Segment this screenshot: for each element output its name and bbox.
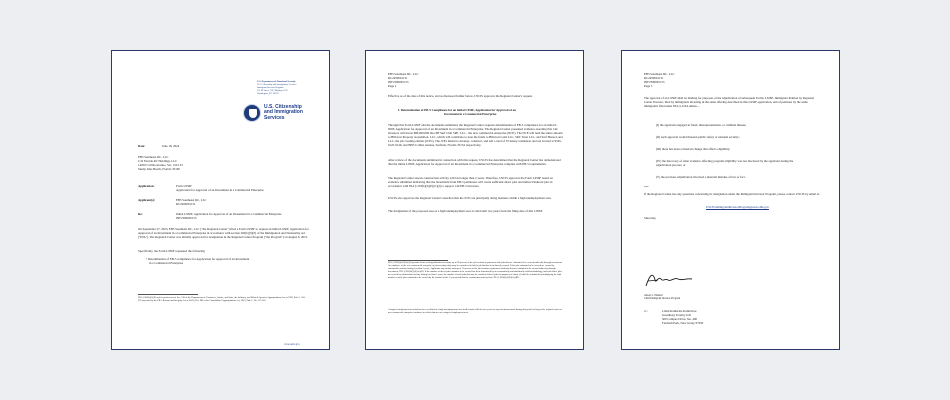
address-line: C/O Florida RC Holdings, LLC <box>138 159 178 163</box>
paragraph: The Regional Center asserts construction activity will last longer than 2 years. Therefore, USCIS approves the Form I-956F based on evidence submitted indicating that the investment from EB-5 petitioners will create sufficient direct jobs and indirect/induced jobs in accordance with INA § 203(b)(5)(E)(iv)(I) to support 144 EB-5 investors. <box>388 176 553 188</box>
condition-item: (IV) the discovery of other evidence affecting program eligibility was not disclosed by the applicant during the adjudication process; or <box>656 159 794 167</box>
cc-address <box>662 309 703 325</box>
condition-item: (V) the previous adjudication involved a material mistake of law or fact. <box>656 175 746 179</box>
header-line: Page 3 <box>644 84 653 88</box>
agency-name-line: Services <box>264 114 285 121</box>
condition-item: (I) the applicant engaged in fraud, misrepresentation, or criminal misuse; <box>656 123 747 127</box>
paragraph: USCIS also approves the Regional Center's assertion that the JCEs are principally doing business within a high unemployment area. <box>388 196 552 200</box>
paragraph: Through this Form I-956F and the documents submitted, the Regional Center requests determination of EB-5 compliance for an initial I-956F, Application for Approval of an Investment in a Commercial Enterprise. The Regional Center presented evidence asserting that 144 investors will invest $80,000,000 into PB Surf Club SPE, LLC - the new commercial enterprise (NCE). The NCE will lend the entire amount to Hillcrest Property Acquisition, LLC, which will contribute to loan the funds to Hillcrest Land LLC, SRC Trust LLC, and Surf House Land LLC, the job creating entities (JCEs). The JCEs intend to develop, construct, and sell a total of 55 luxury residences and are located at 9565, 9125-9149, and 8995 Collins Avenue, Surfside, Florida 33154 respectively. <box>388 123 563 147</box>
address-line: Sunny Isles Beach, Florida 33160 <box>138 167 180 171</box>
section-heading-line: I. Determination of EB-5 Compliance for an initial I-956F, Application for Approval of an <box>398 108 516 112</box>
dhs-header-line: Immigrant Investor Program <box>257 87 284 89</box>
signer-name: Alison L. Emmett <box>644 294 663 297</box>
paragraph: The designation of the proposed area as a high unemployment area is valid until two years from the filing date of this I-956F. <box>388 209 543 213</box>
header-line: Page 2 <box>388 84 397 88</box>
address-line: 14050 Collins Avenue, Ste. 132/133 <box>138 163 183 167</box>
footnote: INA § 203(b)(5)(E) and its predecessor at Sec. 610 of the Departments of Commerce, Justice, and State, the Judiciary, and Related Agencies Appropriations Act of 1993, Pub. L. 102-395 (repealed by the EB-5 Reform and Integrity Act of 2022), Div. BB of the Consolidated Appropriations Act, 2022, Pub. L. No. 117-103. <box>138 297 306 302</box>
dhs-header-line: Washington, DC 20529 <box>257 93 279 95</box>
letter-page-1 <box>111 50 330 350</box>
condition-item: (III) there has been a material change that affects eligibility; <box>656 147 731 151</box>
dhs-header-line: 131 M Street, NE, Mailstop 2235 <box>257 90 288 92</box>
bullet-line: • Determination of EB-5 compliance for Application for Approval of an Investment <box>146 257 250 261</box>
paragraph: After review of the documents submitted in connection with this request, USCIS has determined that the Regional Center has demonstrated that the initial I-956F, Application for Approval of an Investment in a Commercial Enterprise complies with EB-5 requirements. <box>388 158 561 166</box>
applicant-value <box>176 198 207 206</box>
cc-line: Greenberg Traurig LLP <box>662 313 692 317</box>
section-separator: *** <box>644 185 649 189</box>
letter-page-2 <box>365 50 584 350</box>
header-line: EB5 Southeast RC, LLC <box>644 72 675 76</box>
cc-line: 500 Campus Drive, Ste. 400 <box>662 317 698 321</box>
contact-email-link[interactable]: USCIS.ImmigrantInvestorProgram@uscis.dhs.gov <box>706 205 769 209</box>
dhs-seal-icon <box>243 104 261 122</box>
body-paragraph: On September 27, 2023, EB5 Southeast RC, LLC ("the Regional Center") filed a Form I-956F to request an initial I-956F, Application for Approval of an Investment in a Commercial Enterprise in accordance with section 203(b)(5)(F) of the Immigration and Nationality Act ("INA"). The Regional Center was initially approved for designation in the Regional Center Program ("the Program") on August 6, 2015. <box>138 227 309 239</box>
cc-label: cc: <box>644 309 648 313</box>
page-header <box>388 72 419 88</box>
header-line: RC2200001131 <box>644 76 664 80</box>
dhs-header-line: U.S. Citizenship and Immigration Services <box>257 84 297 86</box>
contact-paragraph: If the Regional Center has any questions concerning its designation under the Immigrant Investor Program, please contact USCIS by email at: <box>644 192 820 196</box>
cc-line: Florham Park, New Jersey 07932 <box>662 321 704 325</box>
date-label: Date: <box>138 144 146 148</box>
closing: Sincerely, <box>644 216 657 220</box>
signer-title: Chief Immigrant Investor Program <box>644 297 681 301</box>
dhs-header-line: U.S. Department of Homeland Security <box>257 81 296 83</box>
uscis-logo <box>264 105 303 121</box>
footnote-divider <box>388 260 448 261</box>
footer-url: www.uscis.gov <box>284 343 300 346</box>
bullet-text: Determination of EB-5 compliance for Application for Approval of an Investment <box>147 257 250 261</box>
letter-page-3 <box>621 50 840 350</box>
section-heading <box>398 108 516 116</box>
application-value <box>176 184 264 192</box>
footnote: A targeted employment area that has been certified as a high unemployment area shall remain valid for two years for any investment made during that period as long as the regional center or new commercial enterprise continues to reflect that area as a targeted employment area. <box>388 309 563 314</box>
address-line: EB5 Southeast RC, LLC <box>138 155 169 159</box>
header-line: INF2300005153 <box>644 80 665 84</box>
applicant-line: EB5 Southeast RC, LLC <box>176 198 207 202</box>
footnote-divider <box>138 294 198 295</box>
specifically-paragraph: Specifically, the Form I-956F requested the following: <box>138 249 206 253</box>
re-value <box>176 212 281 220</box>
header-line: INF2300005153 <box>388 80 409 84</box>
agency-name-line: and Immigration <box>264 109 303 116</box>
re-line: Initial I-956F, Application for Approval of an Investment in a Commercial Enterprise <box>176 212 282 216</box>
application-label: Application: <box>138 184 155 188</box>
bullet-item <box>146 257 249 265</box>
dhs-header <box>257 81 296 96</box>
re-line: INF2300005153 <box>176 216 197 220</box>
header-line: RC2200001131 <box>388 76 408 80</box>
agency-name-line: U.S. Citizenship <box>264 104 302 110</box>
intro-paragraph: Effective as of the date of this notice, and as discussed further below, USCIS approves the Regional Center's request. <box>388 94 533 98</box>
cc-line: Lilian Katherine Kalinchow <box>662 309 697 313</box>
header-line: EB5 Southeast RC, LLC <box>388 72 419 76</box>
signature-image <box>644 270 704 290</box>
footnote: INA § 203(b)(5)(E)(iv)(I) permits aliens seeking admission to satisfy up to 90 percent of the job creation requirement with jobs that are estimated to be created indirectly through investment. An employee of the new commercial enterprise or job-creating entity may be considered to hold a job that has been directly created. If the jobs estimated to be created are created by construction activity lasting less than 2 years, Applicants may satisfy only up to 75 percent of the job creation requirement with jobs that are estimated to be created indirectly through investment. INA § 203(b)(5)(E)(iv)(II). If the number of direct jobs estimated to be created has been determined by an economically and statistically valid methodology, and such direct jobs are created by construction activity lasting less than 2 years, the number of such jobs that may be considered direct jobs for purposes of clause (i) shall be calculated by multiplying the total number of such jobs estimated to be created by the fraction of the 2-year period that the construction activity lasts. INA § 203(b)(5)(E)(iv)(III). <box>388 262 563 279</box>
re-label: Re: <box>138 212 143 216</box>
page-header <box>644 72 675 88</box>
applicant-line: RC2200001131 <box>176 202 196 206</box>
intro-paragraph: The approval of an I-956F shall be binding for purposes of the adjudication of subsequent Forms I-526E, Immigrant Petition by Regional Center Investor, filed by immigrants investing in the same offering described in this I-956F application, and of petitions by the same immigrants filed under INA § 216A unless— <box>644 96 815 108</box>
application-line: Form I-956F <box>176 184 192 188</box>
signer-block <box>644 294 680 300</box>
condition-item: (II) such approval would threaten public safety or national security; <box>656 135 740 139</box>
section-heading-line: Investment in a Commercial Enterprise <box>444 112 497 116</box>
bullet-line: in a Commercial Enterprise <box>149 261 184 265</box>
application-line: Application for Approval of an Investment in a Commercial Enterprise <box>176 188 264 192</box>
date-value: June 18, 2024 <box>162 144 180 148</box>
applicant-label: Applicant(s): <box>138 198 156 202</box>
recipient-address <box>138 155 183 171</box>
